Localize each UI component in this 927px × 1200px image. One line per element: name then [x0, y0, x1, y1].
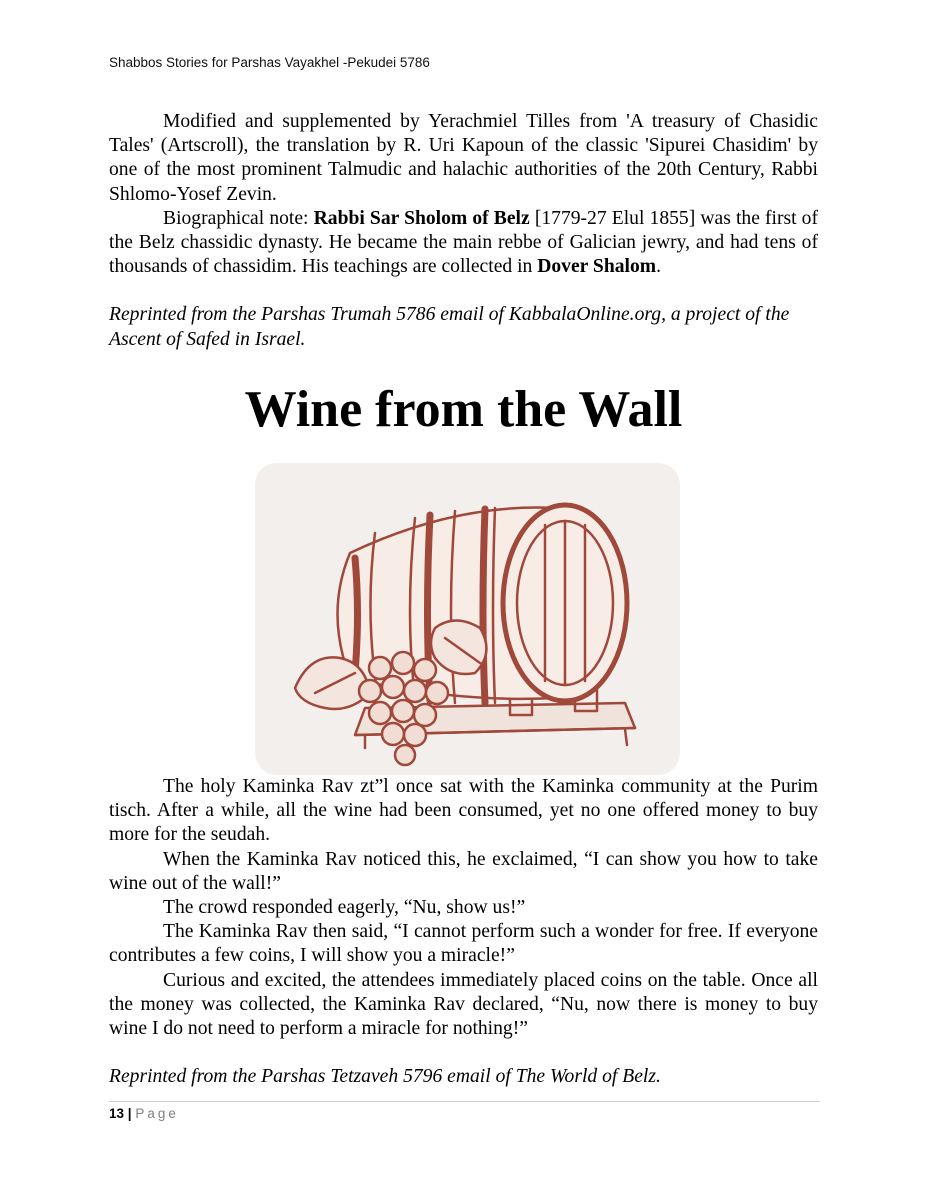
bio-end: .: [656, 256, 661, 278]
story-paragraph: The Kaminka Rav then said, “I cannot perform such a wonder for free. If everyone contributes a few coins, I will show you a miracle!”: [109, 921, 818, 967]
bio-book: Dover Shalom: [537, 256, 657, 278]
bio-mid: [1779-27 Elul 1855] was the first of the Belz chassidic dynasty. He became the main rebbe of Galician jewry, and had tens of thousands of chassidim. His teachings are collected in: [109, 207, 819, 278]
wine-barrel-icon: [255, 463, 680, 775]
intro-section: [109, 110, 818, 352]
footer-separator: |: [127, 1106, 132, 1121]
story-title: Wine from the Wall: [244, 381, 683, 438]
page-label: Page: [135, 1106, 179, 1121]
story-paragraph: The crowd responded eagerly, “Nu, show us!”: [163, 897, 526, 919]
reprint-credit-1: Reprinted from the Parshas Trumah 5786 email of KabbalaOnline.org, a project of the Ascent of Safed in Israel.: [109, 304, 790, 350]
page-number: 13: [109, 1106, 125, 1121]
story-paragraph: The holy Kaminka Rav zt”l once sat with the Kaminka community at the Purim tisch. After a while, all the wine had been consumed, yet no one offered money to buy more for the seudah.: [109, 776, 818, 846]
source-note: Modified and supplemented by Yerachmiel Tilles from 'A treasury of Chasidic Tales' (Artscroll), the translation by R. Uri Kapoun of the classic 'Sipurei Chasidim' by one of the most prominent Talmudic and halachic authorities of the 20th Century, Rabbi Shlomo-Yosef Zevin.: [109, 111, 818, 205]
story-paragraph: Curious and excited, the attendees immediately placed coins on the table. Once all the money was collected, the Kaminka Rav declared, “Nu, now there is money to buy wine I do not need to perform a miracle for nothing!”: [109, 969, 818, 1040]
story-paragraph: When the Kaminka Rav noticed this, he exclaimed, “I can show you how to take wine out of the wall!”: [109, 848, 818, 894]
page-footer: [109, 1106, 179, 1121]
bio-name: Rabbi Sar Sholom of Belz: [313, 207, 530, 229]
barrel-illustration: [255, 463, 680, 775]
story-body: [109, 775, 818, 1089]
biographical-note: [109, 207, 818, 280]
bio-lead: Biographical note:: [163, 207, 314, 229]
running-header: Shabbos Stories for Parshas Vayakhel -Pekudei 5786: [109, 55, 430, 70]
footer-divider: [109, 1101, 820, 1102]
reprint-credit-2: Reprinted from the Parshas Tetzaveh 5796 email of The World of Belz.: [109, 1066, 661, 1088]
